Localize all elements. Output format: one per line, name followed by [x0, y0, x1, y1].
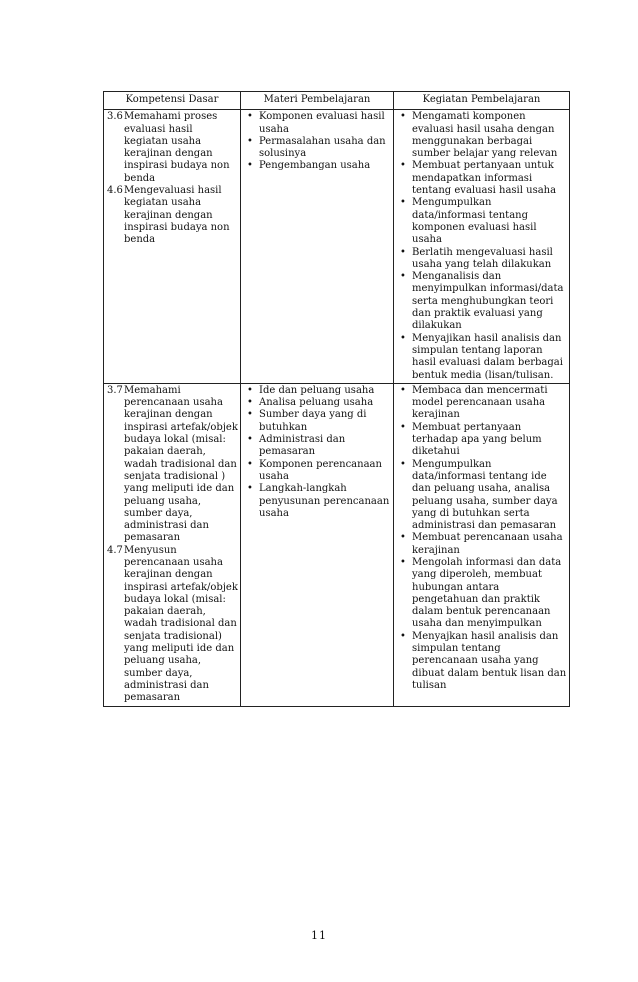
list-item: • Mengolah informasi dan data yang diperoleh, membuat hubungan antara pengetahuan dan praktik dalam bentuk perencanaan usaha dan menyimpulkan — [400, 556, 562, 630]
kd-number: 4.6 — [107, 185, 123, 197]
list-item: • Analisa peluang usaha — [247, 397, 374, 409]
kegiatan-cell — [394, 383, 570, 706]
kd-text: Menyusun perencanaan usaha kerajinan dengan inspirasi artefak/objek budaya lokal (misal: pakaian daerah, wadah tradisional dan senjata tradisional) yang meliputi ide dan peluang usaha, sumber daya, administrasi dan pemasaran — [124, 544, 238, 704]
kd-item — [107, 385, 238, 545]
kd-text: Memahami proses evaluasi hasil kegiatan usaha kerajinan dengan inspirasi budaya non benda — [124, 111, 230, 184]
bullet-icon: • — [247, 483, 253, 495]
list-item: • Membuat pertanyaan terhadap apa yang belum diketahui — [400, 421, 542, 458]
materi-list — [244, 111, 391, 172]
header-materi-pembelajaran: Materi Pembelajaran — [241, 92, 394, 110]
list-item: • Membuat perencanaan usaha kerajinan — [400, 532, 563, 556]
list-item: • Membuat pertanyaan untuk mendapatkan informasi tentang evaluasi hasil usaha — [400, 160, 557, 197]
header-kegiatan-pembelajaran: Kegiatan Pembelajaran — [394, 92, 570, 110]
list-item: • Komponen perencanaan usaha — [247, 458, 382, 482]
bullet-icon: • — [400, 111, 406, 123]
kd-cell — [104, 383, 241, 706]
kd-number: 3.7 — [107, 384, 123, 396]
list-item: • Mengamati komponen evaluasi hasil usaha dengan menggunakan berbagai sumber belajar yang relevan — [400, 111, 558, 160]
table-row — [104, 110, 570, 384]
kd-item — [107, 185, 238, 246]
bullet-icon: • — [400, 556, 406, 568]
kd-text: Mengevaluasi hasil kegiatan usaha kerajinan dengan inspirasi budaya non benda — [124, 185, 230, 246]
bullet-icon: • — [400, 532, 406, 544]
bullet-icon: • — [400, 630, 406, 642]
bullet-icon: • — [247, 111, 253, 123]
materi-cell — [241, 110, 394, 384]
list-item: • Sumber daya yang di butuhkan — [247, 409, 367, 433]
kd-text: Memahami perencanaan usaha kerajinan dengan inspirasi artefak/objek budaya lokal (misal: pakaian daerah, wadah tradisional dan senjata tradisional ) yang meliputi ide dan peluang usaha, sumber daya, administrasi dan pemasaran — [124, 384, 238, 544]
curriculum-table — [103, 91, 570, 707]
bullet-icon: • — [400, 458, 406, 470]
bullet-icon: • — [247, 458, 253, 470]
list-item: • Permasalahan usaha dan solusinya — [247, 135, 386, 160]
list-item: • Menganalisis dan menyimpulkan informasi/data serta menghubungkan teori dan praktik evaluasi yang dilakukan — [400, 271, 564, 332]
bullet-icon: • — [247, 135, 253, 147]
list-item: • Komponen evaluasi hasil usaha — [247, 111, 385, 135]
list-item: • Mengumpulkan data/informasi tentang komponen evaluasi hasil usaha — [400, 197, 537, 246]
kegiatan-list — [397, 111, 567, 382]
list-item: • Ide dan peluang usaha — [247, 384, 375, 396]
kegiatan-cell — [394, 110, 570, 384]
list-item: • Mengumpulkan data/informasi tentang ide dan peluang usaha, analisa peluang usaha, sumber daya yang di butuhkan serta administrasi dan pemasaran — [400, 458, 558, 532]
bullet-icon: • — [247, 384, 253, 396]
list-item: • Menyajikan hasil analisis dan simpulan tentang laporan hasil evaluasi dalam berbagai bentuk media (lisan/tulisan. — [400, 332, 563, 381]
list-item: • Langkah-langkah penyusunan perencanaan usaha — [247, 483, 390, 519]
kegiatan-list — [397, 385, 567, 692]
bullet-icon: • — [247, 409, 253, 421]
kd-item — [107, 111, 238, 185]
bullet-icon: • — [247, 434, 253, 446]
bullet-icon: • — [400, 160, 406, 172]
bullet-icon: • — [400, 384, 406, 396]
kd-item — [107, 545, 238, 705]
kd-cell — [104, 110, 241, 384]
bullet-icon: • — [247, 160, 253, 172]
bullet-icon: • — [400, 271, 406, 283]
bullet-icon: • — [400, 421, 406, 433]
kd-number: 3.6 — [107, 111, 123, 123]
materi-cell — [241, 383, 394, 706]
list-item: • Pengembangan usaha — [247, 160, 371, 172]
page-number: 11 — [311, 929, 327, 942]
list-item: • Membaca dan mencermati model perencanaan usaha kerajinan — [400, 384, 548, 421]
header-kompetensi-dasar: Kompetensi Dasar — [104, 92, 241, 110]
table-header-row — [104, 92, 570, 110]
table-row — [104, 383, 570, 706]
list-item: • Menyajkan hasil analisis dan simpulan tentang perencanaan usaha yang dibuat dalam bentuk lisan dan tulisan — [400, 630, 567, 691]
bullet-icon: • — [247, 397, 253, 409]
list-item: • Administrasi dan pemasaran — [247, 434, 346, 458]
kd-number: 4.7 — [107, 544, 123, 556]
bullet-icon: • — [400, 197, 406, 209]
materi-list — [244, 385, 391, 520]
bullet-icon: • — [400, 332, 406, 344]
bullet-icon: • — [400, 246, 406, 258]
list-item: • Berlatih mengevaluasi hasil usaha yang telah dilakukan — [400, 246, 553, 270]
